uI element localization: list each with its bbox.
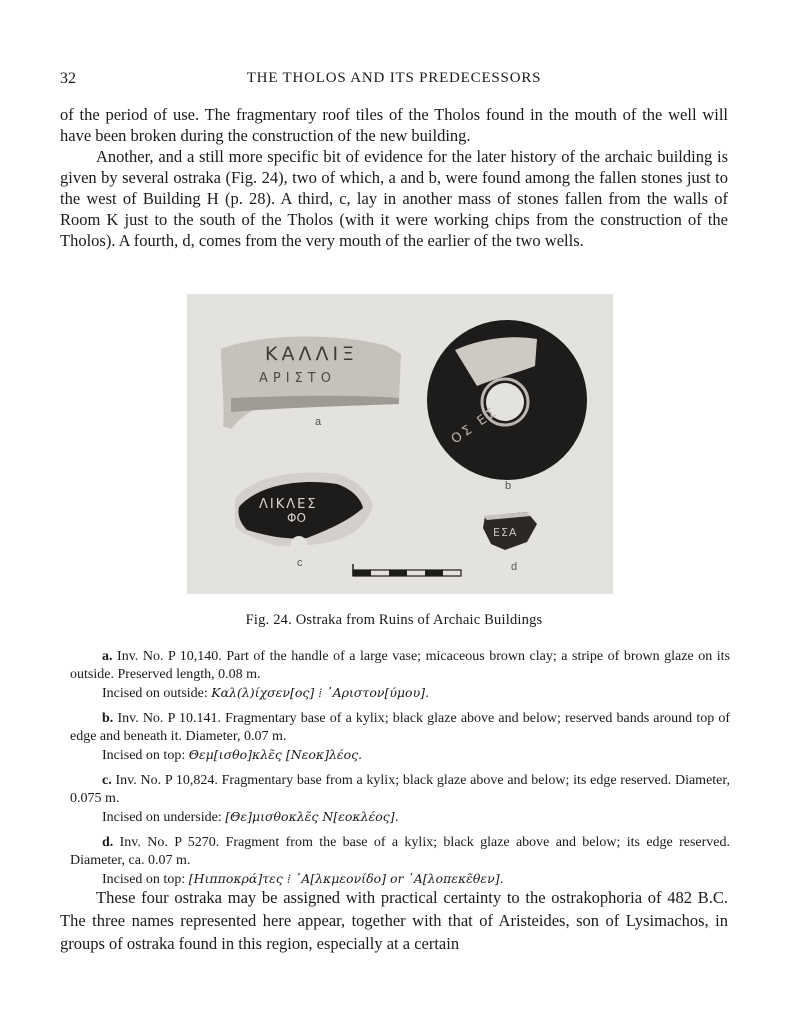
entry-text: Inv. No. P 10,140. Part of the handle of a large vase; micaceous brown clay; a stripe of brown glaze on its outside. Preserved length, 0.08 m. xyxy=(70,649,730,682)
catalog-entry-b xyxy=(70,710,730,765)
ostrakon-a-inscription-2: ΑΡΙΣΤΟ xyxy=(259,371,336,386)
ostrakon-c-inscription: ΛΙΚΛΕΣ xyxy=(259,497,318,512)
incised-label: Incised on underside: xyxy=(102,810,222,825)
label-d: d xyxy=(511,561,518,573)
catalog-entry-c xyxy=(70,772,730,827)
scale-bar xyxy=(353,564,461,576)
incised-text: [Ηιπποκρά]τες ⁞ ᾿Α[λκμεονίδο] or ᾿Α[λοπεκε̃θεν]. xyxy=(188,871,504,886)
paragraph-2: Another, and a still more specific bit of evidence for the later history of the archaic building is given by several ostraka (Fig. 24), two of which, a and b, were found among the fallen stones just to the west of Building H (p. 28). A third, c, lay in another mass of stones fallen from the walls of Room K just to the south of the Tholos (with it were working chips from the construction of the Tholos). A fourth, d, comes from the very mouth of the earlier of the two wells. xyxy=(60,147,728,250)
running-title: THE THOLOS AND ITS PREDECESSORS xyxy=(246,70,542,86)
page-number: 32 xyxy=(60,70,76,87)
entry-text: Inv. No. P 10.141. Fragmentary base of a kylix; black glaze above and below; reserved bands around top of edge and beneath it. Diameter, 0.07 m. xyxy=(70,711,731,744)
entry-label: b. xyxy=(102,711,114,726)
ostrakon-a-inscription-1: ΚΑΛΛΙΞ xyxy=(265,343,359,365)
entry-label: d. xyxy=(102,835,114,850)
catalog xyxy=(70,648,730,896)
catalog-entry-a xyxy=(70,648,730,703)
ostrakon-b-inscription: ΟΣ ΕΣ xyxy=(448,404,502,448)
closing-text: These four ostraka may be assigned with practical certainty to the ostrakophoria of 482 B.C. The three names represented here appear, together with that of Aristeides, son of Lysimachos, in groups of ostraka found in this region, especially at a certain xyxy=(60,888,728,953)
ostrakon-c-inscription-2: ΦΟ xyxy=(287,511,306,525)
incised-label: Incised on top: xyxy=(102,872,186,887)
label-a: a xyxy=(315,416,322,428)
catalog-entry-d xyxy=(70,834,730,889)
closing-paragraph xyxy=(60,886,728,955)
incised-label: Incised on top: xyxy=(102,748,186,763)
label-c: c xyxy=(297,557,303,569)
entry-text: Inv. No. P 5270. Fragment from the base of a kylix; black glaze above and below; its edge reserved. Diameter, ca. 0.07 m. xyxy=(70,835,730,868)
incised-text: Καλ(λ)ίχσεν[ος] ⁞ ᾿Αριστον[ύμου]. xyxy=(211,685,430,700)
incised-label: Incised on outside: xyxy=(102,686,208,701)
figure-photo xyxy=(187,294,613,594)
figure-caption: Fig. 24. Ostraka from Ruins of Archaic Buildings xyxy=(245,612,543,628)
entry-label: c. xyxy=(102,773,112,788)
label-b: b xyxy=(505,480,512,492)
page-header xyxy=(60,70,728,92)
entry-text: Inv. No. P 10,824. Fragmentary base from a kylix; black glaze above and below; its edge reserved. Diameter, 0.075 m. xyxy=(70,773,730,806)
ostrakon-d-inscription: ΕΣΑ xyxy=(493,526,518,539)
paragraph-1: of the period of use. The fragmentary roof tiles of the Tholos found in the mouth of the well will have been broken during the construction of the new building. xyxy=(60,105,728,145)
entry-label: a. xyxy=(102,649,113,664)
ostraka-photo xyxy=(187,294,613,594)
incised-text: Θεμ[ισθο]κλε̃ς [Νεοκ]λέος. xyxy=(188,747,363,762)
incised-text: [Θε]μισθοκλε̃ς Ν[εοκλέος]. xyxy=(225,809,399,824)
body-text xyxy=(60,104,728,251)
ostrakon-a-glaze-stripe xyxy=(231,396,399,412)
